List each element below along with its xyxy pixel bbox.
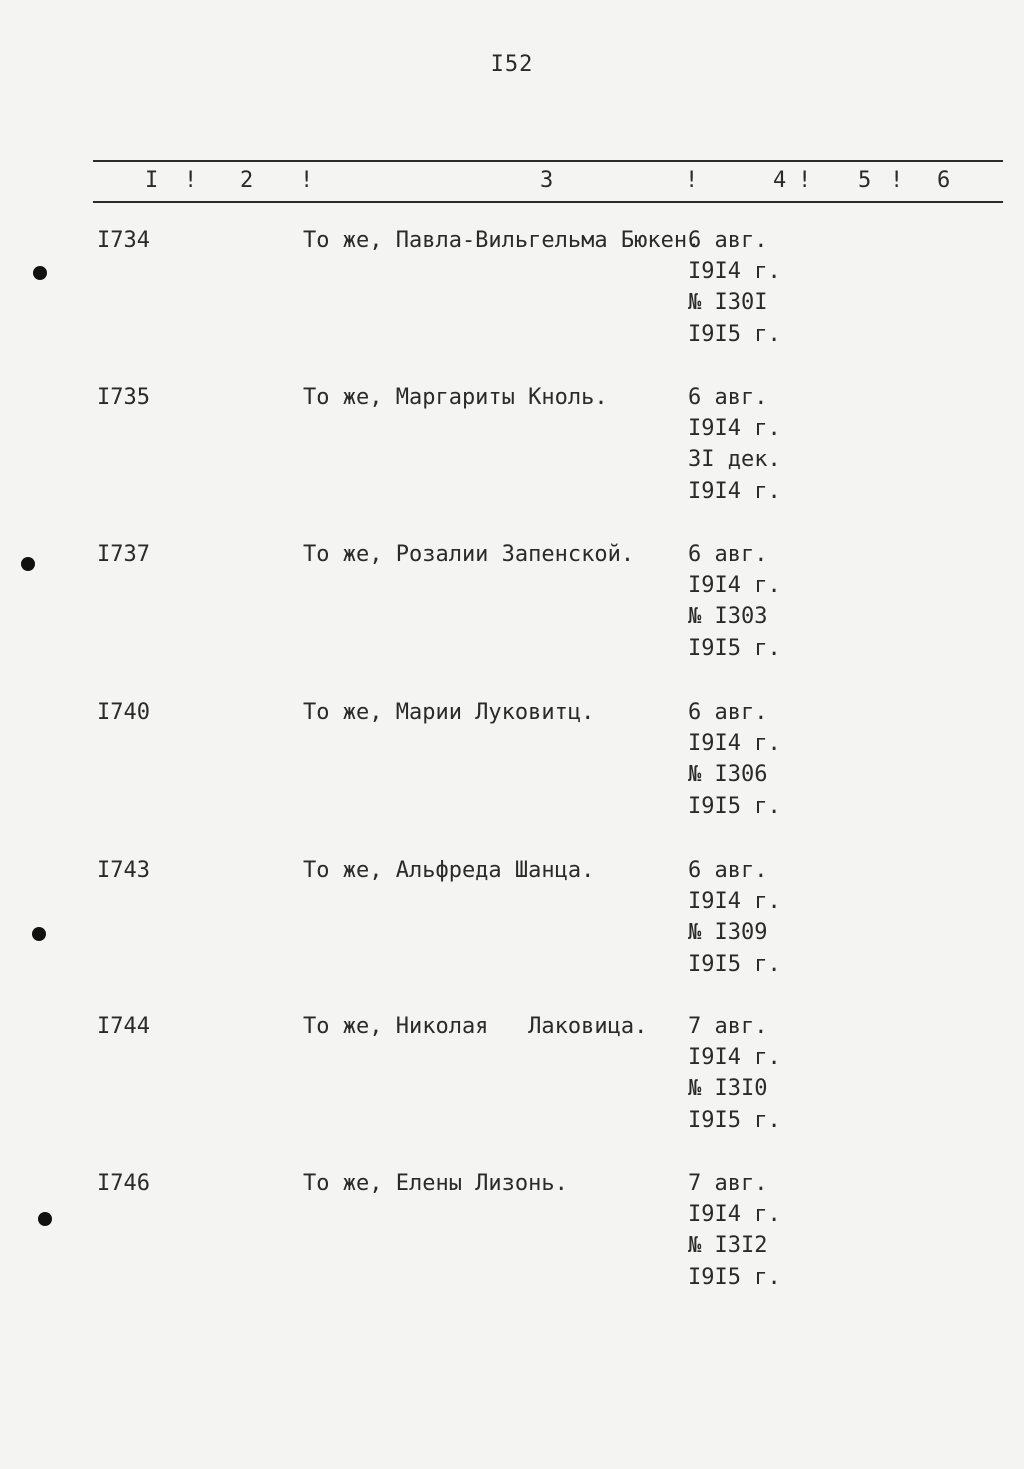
column-separator: !	[685, 168, 699, 193]
record-reference-year: I9I5 г.	[688, 322, 781, 347]
record-description: То же, Елены Лизонь.	[303, 1171, 568, 1196]
record-date-day: 6 авг.	[688, 700, 768, 725]
binder-hole-mark	[33, 266, 47, 280]
record-date-year: I9I4 г.	[688, 889, 781, 914]
record-date-year: I9I4 г.	[688, 259, 781, 284]
record-number: I737	[97, 542, 150, 567]
record-number: I734	[97, 228, 150, 253]
binder-hole-mark	[21, 557, 35, 571]
binder-hole-mark	[32, 927, 46, 941]
record-date-year: I9I4 г.	[688, 1045, 781, 1070]
record-description: То же, Маргариты Кноль.	[303, 385, 608, 410]
record-reference-year: I9I5 г.	[688, 1108, 781, 1133]
record-reference: № I3I0	[688, 1076, 768, 1101]
record-date-day: 6 авг.	[688, 228, 768, 253]
record-date-day: 6 авг.	[688, 858, 768, 883]
record-date-year: I9I4 г.	[688, 1202, 781, 1227]
record-description: То же, Марии Луковитц.	[303, 700, 595, 725]
record-reference-year: I9I5 г.	[688, 794, 781, 819]
column-separator: !	[300, 168, 314, 193]
record-reference-year: I9I5 г.	[688, 636, 781, 661]
record-date-day: 7 авг.	[688, 1014, 768, 1039]
record-date-year: I9I4 г.	[688, 416, 781, 441]
record-description: То же, Павла-Вильгельма Бюкен.	[303, 228, 701, 253]
record-reference: № I309	[688, 920, 768, 945]
record-number: I740	[97, 700, 150, 725]
record-number: I735	[97, 385, 150, 410]
table-row	[0, 1171, 1024, 1311]
table-row	[0, 858, 1024, 998]
record-reference: № I30I	[688, 290, 768, 315]
record-number: I744	[97, 1014, 150, 1039]
record-reference-year: I9I5 г.	[688, 952, 781, 977]
table-row	[0, 542, 1024, 682]
binder-hole-mark	[38, 1212, 52, 1226]
header-bottom-rule	[93, 201, 1003, 203]
column-header-1: I	[145, 168, 159, 193]
record-number: I746	[97, 1171, 150, 1196]
record-description: То же, Николая Лаковица.	[303, 1014, 648, 1039]
record-reference: № I3I2	[688, 1233, 768, 1258]
table-row	[0, 385, 1024, 525]
record-reference: № I306	[688, 762, 768, 787]
record-date-day: 6 авг.	[688, 542, 768, 567]
table-row	[0, 700, 1024, 840]
record-reference: № I303	[688, 604, 768, 629]
record-description: То же, Альфреда Шанца.	[303, 858, 595, 883]
record-reference-year: I9I5 г.	[688, 1265, 781, 1290]
page-number: I52	[490, 52, 534, 77]
record-description: То же, Розалии Запенской.	[303, 542, 635, 567]
column-header-3: 3	[540, 168, 554, 193]
column-header-6: 6	[937, 168, 951, 193]
column-separator: !	[890, 168, 904, 193]
table-row	[0, 1014, 1024, 1154]
record-date-day: 6 авг.	[688, 385, 768, 410]
column-separator: !	[184, 168, 198, 193]
column-header-5: 5	[858, 168, 872, 193]
table-row	[0, 228, 1024, 368]
record-number: I743	[97, 858, 150, 883]
header-top-rule	[93, 160, 1003, 162]
record-date-year: I9I4 г.	[688, 573, 781, 598]
record-date-day: 7 авг.	[688, 1171, 768, 1196]
column-separator: !	[798, 168, 812, 193]
column-header-2: 2	[240, 168, 254, 193]
record-reference: 3I дек.	[688, 447, 781, 472]
record-date-year: I9I4 г.	[688, 731, 781, 756]
record-reference-year: I9I4 г.	[688, 479, 781, 504]
column-header-4: 4	[773, 168, 787, 193]
